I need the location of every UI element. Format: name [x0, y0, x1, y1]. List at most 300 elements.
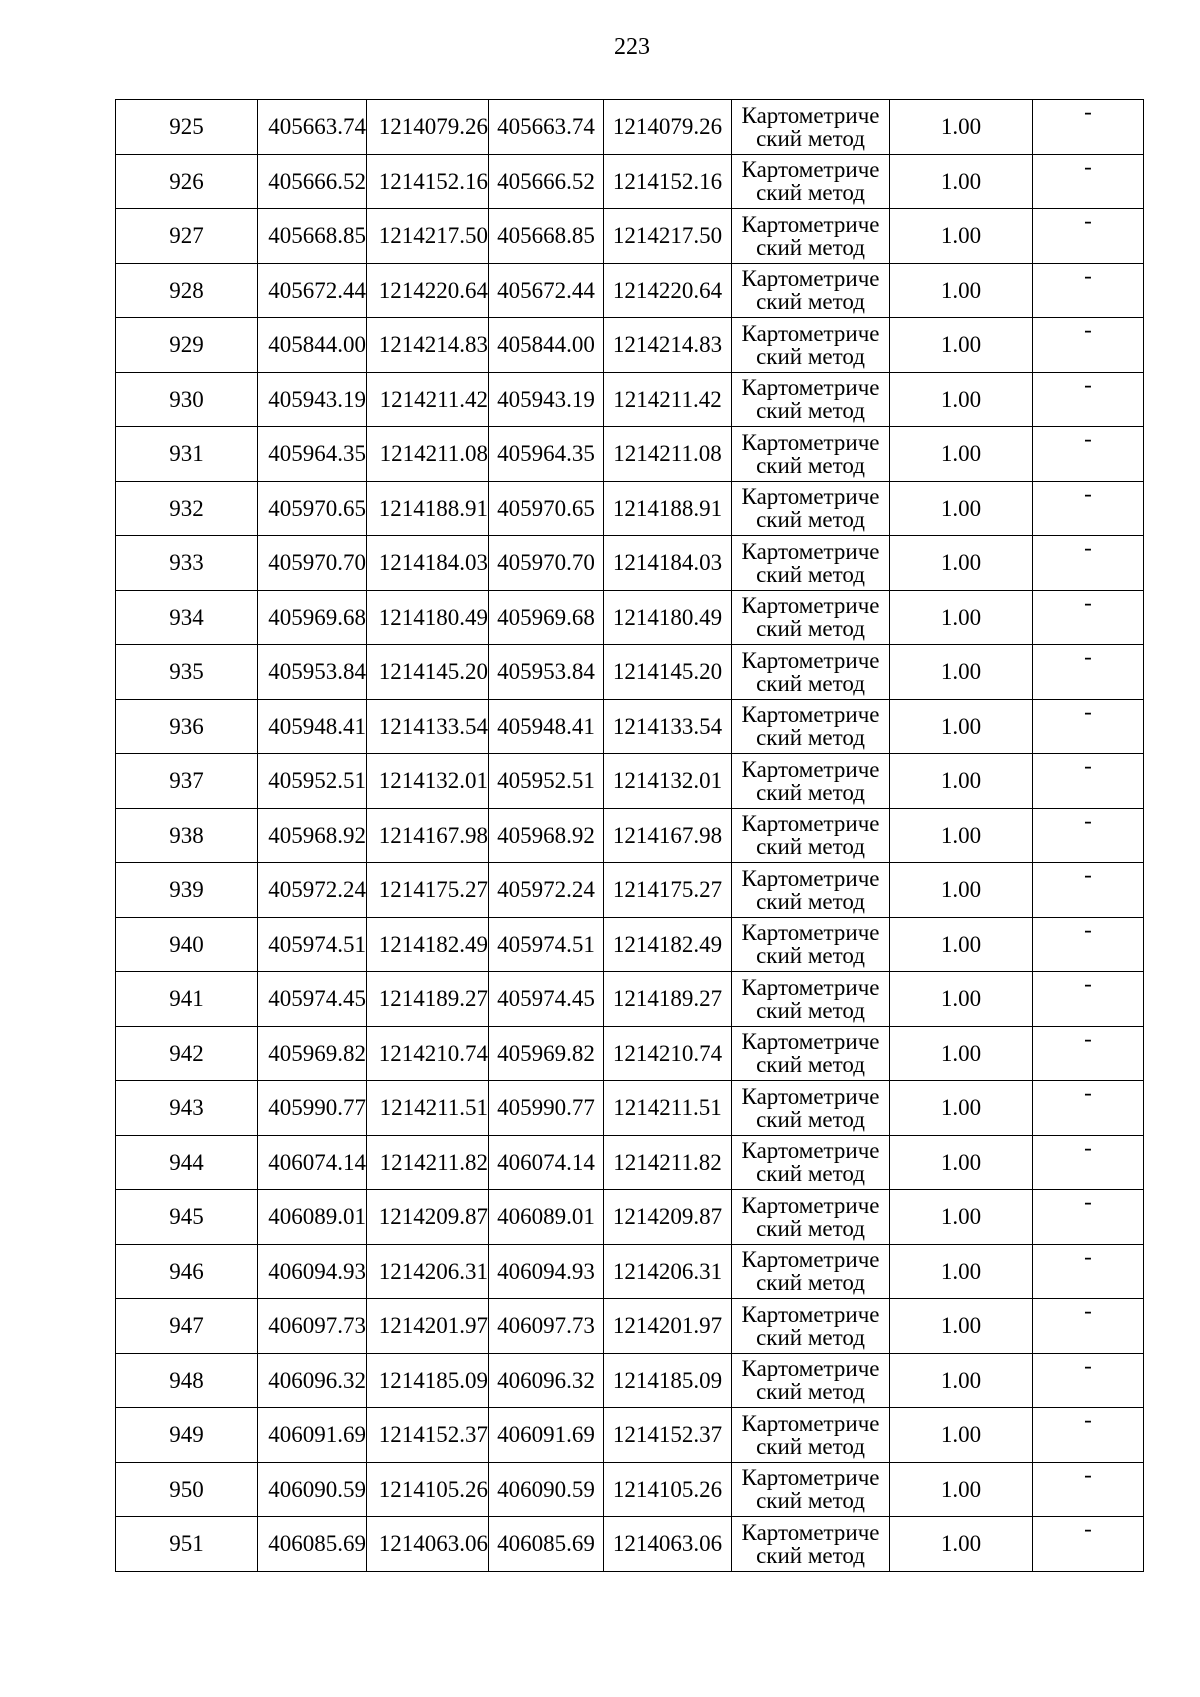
x-refined-cell: 406074.14	[489, 1135, 604, 1190]
x-existing-cell: 406090.59	[258, 1462, 367, 1517]
method-line-1: Картометриче	[741, 211, 880, 237]
method-line-2: ский метод	[756, 1324, 865, 1350]
x-refined-cell: 405672.44	[489, 263, 604, 318]
method-cell	[732, 1081, 890, 1136]
note-cell: -	[1033, 1408, 1144, 1463]
method-line-2: ский метод	[756, 180, 865, 206]
y-refined-cell: 1214152.37	[604, 1408, 732, 1463]
point-number-cell: 935	[116, 645, 258, 700]
method-cell	[732, 263, 890, 318]
method-cell	[732, 808, 890, 863]
method-cell	[732, 1408, 890, 1463]
table-row	[116, 972, 1144, 1027]
method-line-1: Картометриче	[741, 102, 880, 128]
note-cell: -	[1033, 1353, 1144, 1408]
note-cell: -	[1033, 972, 1144, 1027]
y-refined-cell: 1214079.26	[604, 100, 732, 155]
table-row	[116, 1081, 1144, 1136]
y-existing-cell: 1214201.97	[367, 1299, 489, 1354]
point-number-cell: 944	[116, 1135, 258, 1190]
x-refined-cell: 405968.92	[489, 808, 604, 863]
point-number-cell: 930	[116, 372, 258, 427]
method-line-2: ский метод	[756, 507, 865, 533]
y-existing-cell: 1214132.01	[367, 754, 489, 809]
method-cell	[732, 154, 890, 209]
y-existing-cell: 1214133.54	[367, 699, 489, 754]
method-line-1: Картометриче	[741, 593, 880, 619]
x-existing-cell: 405666.52	[258, 154, 367, 209]
method-line-2: ский метод	[756, 1106, 865, 1132]
y-refined-cell: 1214206.31	[604, 1244, 732, 1299]
method-cell	[732, 972, 890, 1027]
x-existing-cell: 406091.69	[258, 1408, 367, 1463]
method-line-1: Картометриче	[741, 320, 880, 346]
method-line-2: ский метод	[756, 343, 865, 369]
table-row	[116, 318, 1144, 373]
method-cell	[732, 1026, 890, 1081]
method-cell	[732, 754, 890, 809]
note-cell: -	[1033, 1190, 1144, 1245]
table-row	[116, 1244, 1144, 1299]
y-refined-cell: 1214184.03	[604, 536, 732, 591]
x-existing-cell: 406085.69	[258, 1517, 367, 1572]
accuracy-cell: 1.00	[890, 100, 1033, 155]
table-row	[116, 863, 1144, 918]
method-line-1: Картометриче	[741, 974, 880, 1000]
y-refined-cell: 1214189.27	[604, 972, 732, 1027]
accuracy-cell: 1.00	[890, 1462, 1033, 1517]
method-line-2: ский метод	[756, 1215, 865, 1241]
note-cell: -	[1033, 1081, 1144, 1136]
accuracy-cell: 1.00	[890, 1135, 1033, 1190]
table-row	[116, 154, 1144, 209]
method-cell	[732, 863, 890, 918]
note-cell: -	[1033, 1517, 1144, 1572]
note-cell: -	[1033, 917, 1144, 972]
point-number-cell: 946	[116, 1244, 258, 1299]
method-line-1: Картометриче	[741, 647, 880, 673]
table-row	[116, 917, 1144, 972]
method-line-2: ский метод	[756, 888, 865, 914]
x-existing-cell: 406094.93	[258, 1244, 367, 1299]
point-number-cell: 937	[116, 754, 258, 809]
table-row	[116, 1408, 1144, 1463]
y-refined-cell: 1214220.64	[604, 263, 732, 318]
x-existing-cell: 405953.84	[258, 645, 367, 700]
table-row	[116, 645, 1144, 700]
method-line-1: Картометриче	[741, 1410, 880, 1436]
method-cell	[732, 1190, 890, 1245]
method-line-2: ский метод	[756, 779, 865, 805]
x-refined-cell: 405970.70	[489, 536, 604, 591]
y-existing-cell: 1214152.37	[367, 1408, 489, 1463]
y-refined-cell: 1214152.16	[604, 154, 732, 209]
method-line-2: ский метод	[756, 616, 865, 642]
note-cell: -	[1033, 372, 1144, 427]
method-cell	[732, 1462, 890, 1517]
method-cell	[732, 1353, 890, 1408]
method-line-2: ский метод	[756, 1379, 865, 1405]
table-row	[116, 1299, 1144, 1354]
y-refined-cell: 1214180.49	[604, 590, 732, 645]
point-number-cell: 951	[116, 1517, 258, 1572]
x-existing-cell: 405969.82	[258, 1026, 367, 1081]
x-refined-cell: 405844.00	[489, 318, 604, 373]
method-line-2: ский метод	[756, 725, 865, 751]
y-existing-cell: 1214184.03	[367, 536, 489, 591]
method-line-2: ский метод	[756, 398, 865, 424]
x-existing-cell: 405968.92	[258, 808, 367, 863]
x-existing-cell: 406097.73	[258, 1299, 367, 1354]
x-refined-cell: 405969.68	[489, 590, 604, 645]
table-row	[116, 100, 1144, 155]
method-line-1: Картометриче	[741, 1465, 880, 1491]
method-cell	[732, 1517, 890, 1572]
method-line-2: ский метод	[756, 943, 865, 969]
point-number-cell: 948	[116, 1353, 258, 1408]
table-row	[116, 590, 1144, 645]
point-number-cell: 945	[116, 1190, 258, 1245]
y-existing-cell: 1214188.91	[367, 481, 489, 536]
x-refined-cell: 405964.35	[489, 427, 604, 482]
method-line-2: ский метод	[756, 289, 865, 315]
accuracy-cell: 1.00	[890, 481, 1033, 536]
y-existing-cell: 1214152.16	[367, 154, 489, 209]
x-refined-cell: 405952.51	[489, 754, 604, 809]
accuracy-cell: 1.00	[890, 209, 1033, 264]
method-line-1: Картометриче	[741, 1247, 880, 1273]
accuracy-cell: 1.00	[890, 1353, 1033, 1408]
x-refined-cell: 406094.93	[489, 1244, 604, 1299]
method-line-1: Картометриче	[741, 865, 880, 891]
method-line-2: ский метод	[756, 834, 865, 860]
table-row	[116, 699, 1144, 754]
x-existing-cell: 405972.24	[258, 863, 367, 918]
accuracy-cell: 1.00	[890, 699, 1033, 754]
table-row	[116, 536, 1144, 591]
point-number-cell: 940	[116, 917, 258, 972]
x-refined-cell: 405663.74	[489, 100, 604, 155]
y-existing-cell: 1214210.74	[367, 1026, 489, 1081]
method-line-1: Картометриче	[741, 920, 880, 946]
x-refined-cell: 405969.82	[489, 1026, 604, 1081]
y-existing-cell: 1214209.87	[367, 1190, 489, 1245]
method-line-1: Картометриче	[741, 702, 880, 728]
x-refined-cell: 405990.77	[489, 1081, 604, 1136]
table-row	[116, 372, 1144, 427]
accuracy-cell: 1.00	[890, 427, 1033, 482]
note-cell: -	[1033, 100, 1144, 155]
method-cell	[732, 100, 890, 155]
method-cell	[732, 427, 890, 482]
x-existing-cell: 405948.41	[258, 699, 367, 754]
note-cell: -	[1033, 1026, 1144, 1081]
y-existing-cell: 1214211.08	[367, 427, 489, 482]
y-existing-cell: 1214189.27	[367, 972, 489, 1027]
point-number-cell: 938	[116, 808, 258, 863]
table-row	[116, 754, 1144, 809]
y-refined-cell: 1214182.49	[604, 917, 732, 972]
x-refined-cell: 405974.45	[489, 972, 604, 1027]
y-refined-cell: 1214201.97	[604, 1299, 732, 1354]
y-existing-cell: 1214063.06	[367, 1517, 489, 1572]
note-cell: -	[1033, 318, 1144, 373]
table-row	[116, 1135, 1144, 1190]
table-row	[116, 808, 1144, 863]
x-refined-cell: 405943.19	[489, 372, 604, 427]
x-refined-cell: 406091.69	[489, 1408, 604, 1463]
x-existing-cell: 405672.44	[258, 263, 367, 318]
note-cell: -	[1033, 645, 1144, 700]
y-refined-cell: 1214211.51	[604, 1081, 732, 1136]
y-existing-cell: 1214175.27	[367, 863, 489, 918]
point-number-cell: 934	[116, 590, 258, 645]
x-refined-cell: 405953.84	[489, 645, 604, 700]
accuracy-cell: 1.00	[890, 917, 1033, 972]
method-line-2: ский метод	[756, 452, 865, 478]
method-line-2: ский метод	[756, 1161, 865, 1187]
y-existing-cell: 1214217.50	[367, 209, 489, 264]
x-existing-cell: 405964.35	[258, 427, 367, 482]
y-refined-cell: 1214185.09	[604, 1353, 732, 1408]
point-number-cell: 931	[116, 427, 258, 482]
x-existing-cell: 405943.19	[258, 372, 367, 427]
method-line-1: Картометриче	[741, 1519, 880, 1545]
point-number-cell: 942	[116, 1026, 258, 1081]
point-number-cell: 933	[116, 536, 258, 591]
method-line-2: ский метод	[756, 997, 865, 1023]
note-cell: -	[1033, 754, 1144, 809]
point-number-cell: 925	[116, 100, 258, 155]
y-existing-cell: 1214206.31	[367, 1244, 489, 1299]
point-number-cell: 929	[116, 318, 258, 373]
note-cell: -	[1033, 209, 1144, 264]
accuracy-cell: 1.00	[890, 972, 1033, 1027]
accuracy-cell: 1.00	[890, 1408, 1033, 1463]
x-refined-cell: 406089.01	[489, 1190, 604, 1245]
accuracy-cell: 1.00	[890, 154, 1033, 209]
accuracy-cell: 1.00	[890, 590, 1033, 645]
accuracy-cell: 1.00	[890, 1026, 1033, 1081]
table-row	[116, 427, 1144, 482]
method-line-1: Картометриче	[741, 1029, 880, 1055]
method-cell	[732, 481, 890, 536]
method-line-1: Картометриче	[741, 756, 880, 782]
point-number-cell: 928	[116, 263, 258, 318]
method-line-1: Картометриче	[741, 538, 880, 564]
x-refined-cell: 406097.73	[489, 1299, 604, 1354]
accuracy-cell: 1.00	[890, 372, 1033, 427]
point-number-cell: 947	[116, 1299, 258, 1354]
note-cell: -	[1033, 808, 1144, 863]
y-existing-cell: 1214214.83	[367, 318, 489, 373]
y-existing-cell: 1214220.64	[367, 263, 489, 318]
note-cell: -	[1033, 1462, 1144, 1517]
method-cell	[732, 645, 890, 700]
y-refined-cell: 1214209.87	[604, 1190, 732, 1245]
method-line-2: ский метод	[756, 1052, 865, 1078]
point-number-cell: 941	[116, 972, 258, 1027]
method-cell	[732, 699, 890, 754]
x-existing-cell: 405844.00	[258, 318, 367, 373]
y-refined-cell: 1214132.01	[604, 754, 732, 809]
table-body	[116, 100, 1144, 1572]
y-existing-cell: 1214180.49	[367, 590, 489, 645]
table-row	[116, 481, 1144, 536]
y-refined-cell: 1214210.74	[604, 1026, 732, 1081]
method-line-1: Картометриче	[741, 1192, 880, 1218]
x-refined-cell: 405970.65	[489, 481, 604, 536]
method-line-1: Картометриче	[741, 375, 880, 401]
y-refined-cell: 1214211.08	[604, 427, 732, 482]
method-line-1: Картометриче	[741, 811, 880, 837]
method-line-1: Картометриче	[741, 1138, 880, 1164]
table-row	[116, 1517, 1144, 1572]
method-cell	[732, 318, 890, 373]
method-line-2: ский метод	[756, 561, 865, 587]
method-line-1: Картометриче	[741, 484, 880, 510]
method-line-1: Картометриче	[741, 157, 880, 183]
table-row	[116, 1026, 1144, 1081]
point-number-cell: 943	[116, 1081, 258, 1136]
point-number-cell: 936	[116, 699, 258, 754]
method-cell	[732, 917, 890, 972]
method-line-2: ский метод	[756, 234, 865, 260]
y-refined-cell: 1214145.20	[604, 645, 732, 700]
accuracy-cell: 1.00	[890, 863, 1033, 918]
y-refined-cell: 1214214.83	[604, 318, 732, 373]
y-refined-cell: 1214175.27	[604, 863, 732, 918]
accuracy-cell: 1.00	[890, 1190, 1033, 1245]
y-refined-cell: 1214105.26	[604, 1462, 732, 1517]
y-refined-cell: 1214133.54	[604, 699, 732, 754]
method-line-1: Картометриче	[741, 429, 880, 455]
method-cell	[732, 590, 890, 645]
method-cell	[732, 209, 890, 264]
x-refined-cell: 405948.41	[489, 699, 604, 754]
y-refined-cell: 1214217.50	[604, 209, 732, 264]
method-line-2: ский метод	[756, 1542, 865, 1568]
table-row	[116, 1353, 1144, 1408]
point-number-cell: 927	[116, 209, 258, 264]
y-refined-cell: 1214211.82	[604, 1135, 732, 1190]
x-existing-cell: 406089.01	[258, 1190, 367, 1245]
table-row	[116, 263, 1144, 318]
method-line-1: Картометриче	[741, 266, 880, 292]
x-refined-cell: 405972.24	[489, 863, 604, 918]
y-existing-cell: 1214105.26	[367, 1462, 489, 1517]
accuracy-cell: 1.00	[890, 1081, 1033, 1136]
note-cell: -	[1033, 481, 1144, 536]
x-existing-cell: 405970.70	[258, 536, 367, 591]
note-cell: -	[1033, 427, 1144, 482]
method-line-1: Картометриче	[741, 1301, 880, 1327]
note-cell: -	[1033, 154, 1144, 209]
point-number-cell: 949	[116, 1408, 258, 1463]
point-number-cell: 939	[116, 863, 258, 918]
accuracy-cell: 1.00	[890, 1299, 1033, 1354]
y-refined-cell: 1214167.98	[604, 808, 732, 863]
method-cell	[732, 372, 890, 427]
accuracy-cell: 1.00	[890, 1517, 1033, 1572]
accuracy-cell: 1.00	[890, 263, 1033, 318]
accuracy-cell: 1.00	[890, 536, 1033, 591]
x-existing-cell: 405974.45	[258, 972, 367, 1027]
method-cell	[732, 536, 890, 591]
method-line-2: ский метод	[756, 1270, 865, 1296]
y-existing-cell: 1214145.20	[367, 645, 489, 700]
note-cell: -	[1033, 1244, 1144, 1299]
accuracy-cell: 1.00	[890, 754, 1033, 809]
method-cell	[732, 1299, 890, 1354]
x-existing-cell: 405974.51	[258, 917, 367, 972]
y-refined-cell: 1214211.42	[604, 372, 732, 427]
accuracy-cell: 1.00	[890, 1244, 1033, 1299]
note-cell: -	[1033, 699, 1144, 754]
x-existing-cell: 406074.14	[258, 1135, 367, 1190]
point-number-cell: 926	[116, 154, 258, 209]
x-existing-cell: 405663.74	[258, 100, 367, 155]
point-number-cell: 932	[116, 481, 258, 536]
page-number: 223	[614, 34, 650, 60]
note-cell: -	[1033, 590, 1144, 645]
y-existing-cell: 1214079.26	[367, 100, 489, 155]
table-row	[116, 1462, 1144, 1517]
method-cell	[732, 1244, 890, 1299]
table-row	[116, 209, 1144, 264]
y-existing-cell: 1214211.42	[367, 372, 489, 427]
y-refined-cell: 1214188.91	[604, 481, 732, 536]
accuracy-cell: 1.00	[890, 808, 1033, 863]
y-existing-cell: 1214185.09	[367, 1353, 489, 1408]
x-refined-cell: 405666.52	[489, 154, 604, 209]
point-number-cell: 950	[116, 1462, 258, 1517]
y-existing-cell: 1214211.51	[367, 1081, 489, 1136]
y-refined-cell: 1214063.06	[604, 1517, 732, 1572]
note-cell: -	[1033, 1299, 1144, 1354]
x-existing-cell: 405952.51	[258, 754, 367, 809]
x-refined-cell: 406096.32	[489, 1353, 604, 1408]
note-cell: -	[1033, 863, 1144, 918]
method-cell	[732, 1135, 890, 1190]
coordinates-table	[115, 99, 1144, 1572]
x-existing-cell: 405970.65	[258, 481, 367, 536]
accuracy-cell: 1.00	[890, 645, 1033, 700]
method-line-2: ский метод	[756, 670, 865, 696]
method-line-1: Картометриче	[741, 1083, 880, 1109]
x-existing-cell: 406096.32	[258, 1353, 367, 1408]
method-line-1: Картометриче	[741, 1356, 880, 1382]
y-existing-cell: 1214167.98	[367, 808, 489, 863]
x-refined-cell: 405974.51	[489, 917, 604, 972]
x-refined-cell: 406090.59	[489, 1462, 604, 1517]
y-existing-cell: 1214182.49	[367, 917, 489, 972]
note-cell: -	[1033, 263, 1144, 318]
x-refined-cell: 405668.85	[489, 209, 604, 264]
method-line-2: ский метод	[756, 1433, 865, 1459]
x-existing-cell: 405990.77	[258, 1081, 367, 1136]
accuracy-cell: 1.00	[890, 318, 1033, 373]
note-cell: -	[1033, 1135, 1144, 1190]
y-existing-cell: 1214211.82	[367, 1135, 489, 1190]
x-existing-cell: 405668.85	[258, 209, 367, 264]
table-row	[116, 1190, 1144, 1245]
x-refined-cell: 406085.69	[489, 1517, 604, 1572]
note-cell: -	[1033, 536, 1144, 591]
method-line-2: ский метод	[756, 1488, 865, 1514]
x-existing-cell: 405969.68	[258, 590, 367, 645]
method-line-2: ский метод	[756, 125, 865, 151]
